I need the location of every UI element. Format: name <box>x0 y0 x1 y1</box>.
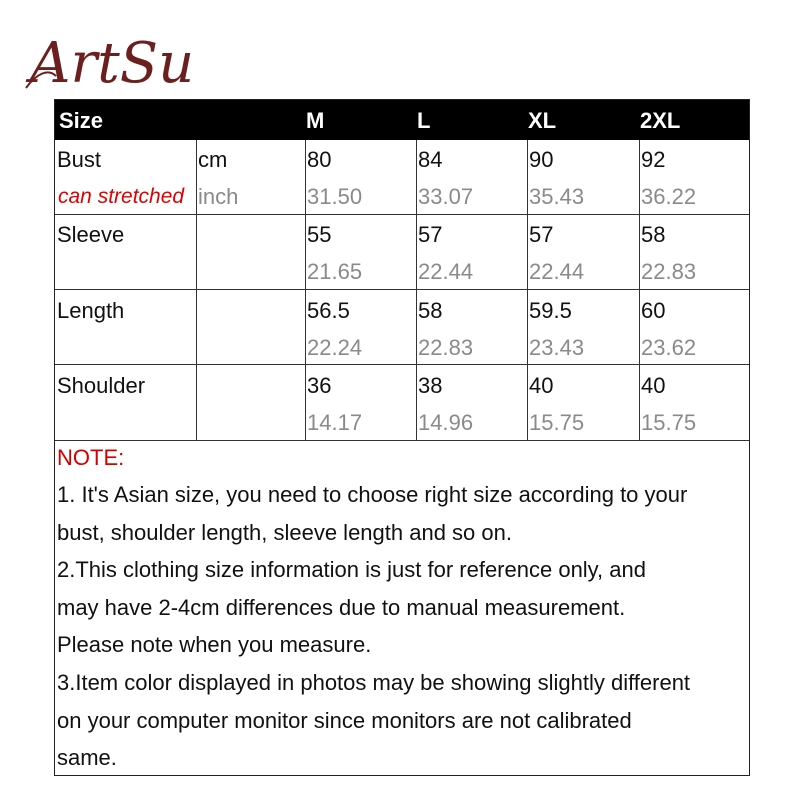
header-size-l: L <box>417 108 431 133</box>
length-cm-l: 58 <box>418 298 443 323</box>
sleeve-cm-l: 57 <box>418 222 443 247</box>
grid-divider <box>55 214 749 215</box>
length-cm-xl: 59.5 <box>529 298 572 323</box>
header-size-m: M <box>306 108 325 133</box>
length-inch-l: 22.83 <box>418 335 474 360</box>
bust-cm-2xl: 92 <box>641 147 666 172</box>
shoulder-cm-m: 36 <box>307 373 332 398</box>
brand-logo <box>22 22 242 102</box>
length-inch-m: 22.24 <box>307 335 363 360</box>
grid-divider <box>527 140 528 440</box>
note-line: may have 2-4cm differences due to manual measurement. <box>57 594 626 620</box>
sleeve-cm-2xl: 58 <box>641 222 666 247</box>
grid-divider <box>55 364 749 365</box>
size-chart <box>54 99 750 776</box>
bust-inch-2xl: 36.22 <box>641 184 697 209</box>
note-title: NOTE: <box>57 445 125 470</box>
note-line: 2.This clothing size information is just for reference only, and <box>57 557 646 583</box>
header-size-xl: XL <box>528 108 557 133</box>
size-chart-header <box>55 100 749 140</box>
note-line: on your computer monitor since monitors are not calibrated <box>57 707 632 733</box>
stretch-note: can stretched <box>58 185 185 208</box>
length-cm-2xl: 60 <box>641 298 666 323</box>
shoulder-cm-2xl: 40 <box>641 373 666 398</box>
note-line: 1. It's Asian size, you need to choose right size according to your <box>57 482 688 507</box>
grid-divider <box>305 140 306 440</box>
header-size-2xl: 2XL <box>640 108 681 133</box>
row-label-bust: Bust <box>57 147 102 172</box>
bust-cm-l: 84 <box>418 147 443 172</box>
sleeve-inch-xl: 22.44 <box>529 259 585 284</box>
row-label-length: Length <box>57 298 125 323</box>
note-line: bust, shoulder length, sleeve length and so on. <box>57 519 512 545</box>
sleeve-inch-l: 22.44 <box>418 259 474 284</box>
sleeve-cm-xl: 57 <box>529 222 554 247</box>
length-inch-xl: 23.43 <box>529 335 585 360</box>
grid-divider <box>55 289 749 290</box>
shoulder-inch-xl: 15.75 <box>529 410 585 435</box>
note-line: Please note when you measure. <box>57 632 372 658</box>
note-line: 3.Item color displayed in photos may be showing slightly different <box>57 669 691 695</box>
header-size-label: Size <box>59 108 104 133</box>
shoulder-inch-2xl: 15.75 <box>641 410 697 435</box>
sleeve-cm-m: 55 <box>307 222 332 247</box>
brand-logo-text: ArtSu <box>30 31 195 96</box>
bust-cm-xl: 90 <box>529 147 554 172</box>
sleeve-inch-2xl: 22.83 <box>641 259 697 284</box>
size-notes <box>57 440 747 777</box>
brand-logo-mark <box>22 22 242 102</box>
grid-divider <box>196 140 197 440</box>
shoulder-inch-m: 14.17 <box>307 410 363 435</box>
grid-divider <box>416 140 417 440</box>
shoulder-cm-xl: 40 <box>529 373 554 398</box>
bust-inch-xl: 35.43 <box>529 184 585 209</box>
row-label-shoulder: Shoulder <box>57 373 146 398</box>
row-label-sleeve: Sleeve <box>57 222 125 247</box>
bust-inch-m: 31.50 <box>307 184 363 209</box>
bust-cm-m: 80 <box>307 147 332 172</box>
sleeve-inch-m: 21.65 <box>307 259 363 284</box>
bust-inch-l: 33.07 <box>418 184 474 209</box>
length-cm-m: 56.5 <box>307 298 350 323</box>
grid-divider <box>639 140 640 440</box>
unit-cm: cm <box>198 147 228 172</box>
shoulder-inch-l: 14.96 <box>418 410 474 435</box>
shoulder-cm-l: 38 <box>418 373 443 398</box>
note-line: same. <box>57 745 117 771</box>
length-inch-2xl: 23.62 <box>641 335 697 360</box>
unit-inch: inch <box>198 184 239 209</box>
